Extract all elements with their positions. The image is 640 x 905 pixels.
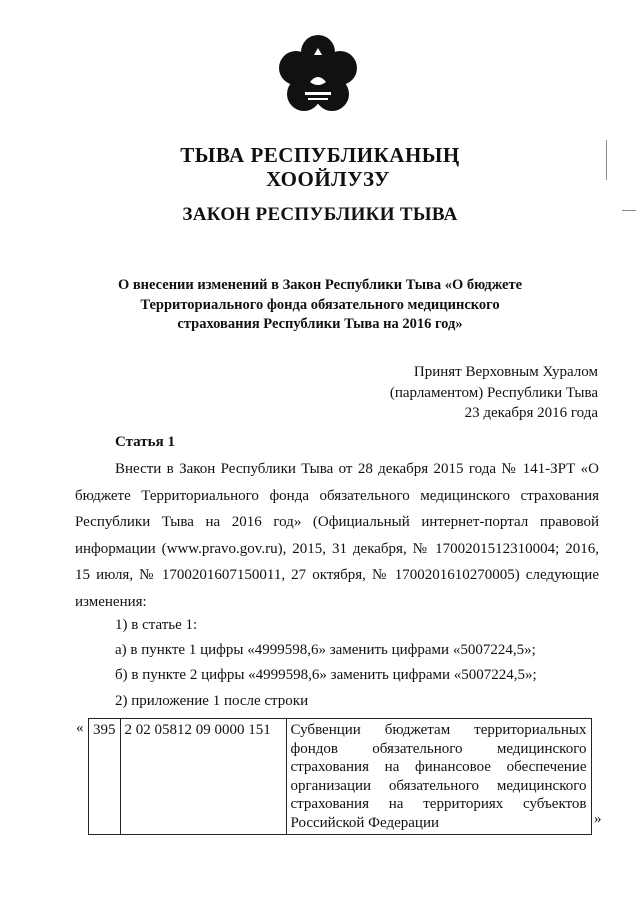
table-row <box>89 719 592 835</box>
adoption-date: 23 декабря 2016 года <box>464 405 598 421</box>
list-item: 1) в статье 1: <box>115 617 198 633</box>
description-cell: Субвенции бюджетам территориальных фондов обязательного медицинского страхования на финансовое обеспечение организации обязательного медицинского страхования на территориях субъектов Российской Федерации <box>286 719 591 835</box>
list-item: 2) приложение 1 после строки <box>115 693 309 709</box>
tuva-emblem-icon <box>272 30 364 122</box>
law-title-line3: страхования Республики Тыва на 2016 год» <box>177 316 463 332</box>
header-russian-title: ЗАКОН РЕСПУБЛИКИ ТЫВА <box>182 204 458 225</box>
list-item: а) в пункте 1 цифры «4999598,6» заменить цифрами «5007224,5»; <box>115 642 536 658</box>
opening-quote: « <box>76 720 84 736</box>
row-number-cell: 395 <box>89 719 121 835</box>
header-tuvan-line1: ТЫВА РЕСПУБЛИКАНЫҢ <box>180 143 460 167</box>
scan-mark <box>606 140 607 180</box>
article-heading: Статья 1 <box>115 434 175 450</box>
adoption-line1: Принят Верховным Хуралом <box>413 364 598 380</box>
budget-table-row <box>88 718 592 835</box>
adoption-block <box>390 362 598 424</box>
classification-code-cell: 2 02 05812 09 0000 151 <box>120 719 286 835</box>
law-title-line2: Территориального фонда обязательного медицинского <box>140 296 500 313</box>
law-title-line1: О внесении изменений в Закон Республики Тыва «О бюджете <box>117 277 523 293</box>
law-title <box>60 276 580 335</box>
adoption-line2: (парламентом) Республики Тыва <box>389 384 598 401</box>
scan-mark <box>622 210 636 211</box>
list-item: б) в пункте 2 цифры «4999598,6» заменить цифрами «5007224,5»; <box>115 667 537 683</box>
article-paragraph: Внести в Закон Республики Тыва от 28 декабря 2015 года № 141-ЗРТ «О бюджете Территориального фонда обязательного медицинского страхования Республики Тыва на 2016 год» (Официальный интернет-портал правовой информации (www.pravo.gov.ru), 2015, 31 декабря, № 1700201512310004; 2016, 15 июля, № 1700201607150011, 27 октября, № 1700201610270005) следующие изменения: <box>75 461 599 610</box>
header-tuvan-line2: ХООЙЛУЗУ <box>266 167 390 191</box>
closing-quote: » <box>594 811 602 827</box>
